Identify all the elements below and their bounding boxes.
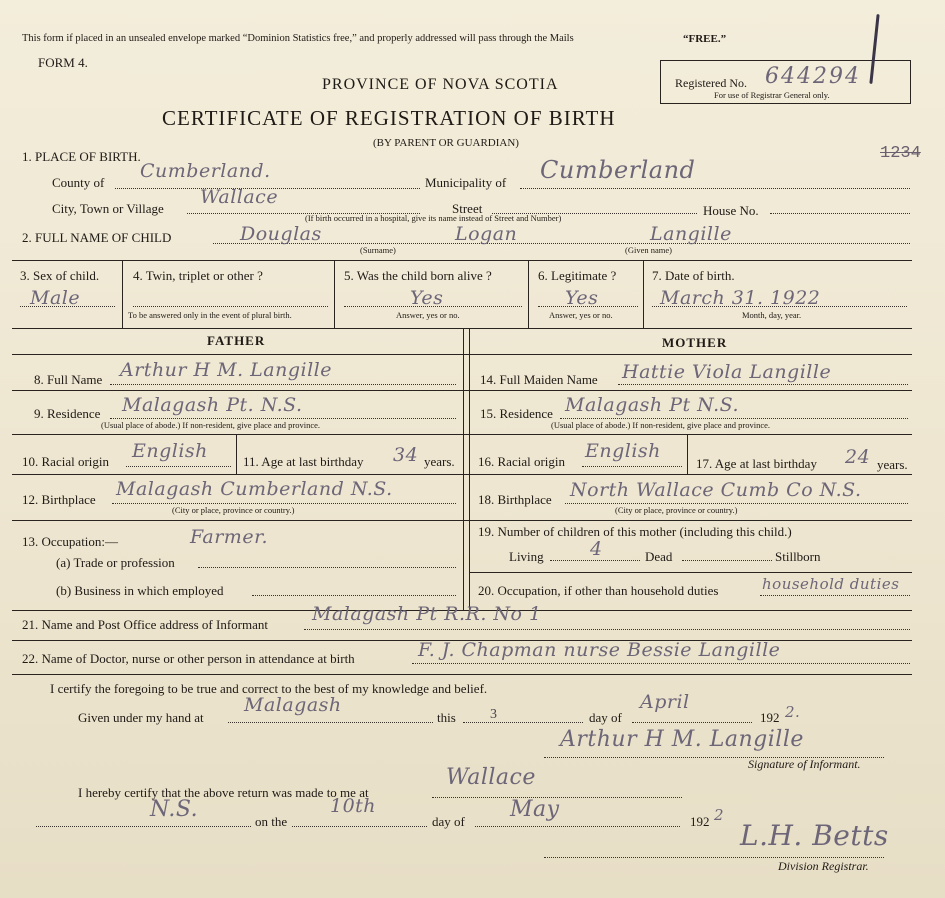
- mother-age-value: 24: [845, 446, 871, 468]
- father-residence-label: 9. Residence: [34, 406, 101, 421]
- informant-signature-label: Signature of Informant.: [748, 757, 861, 771]
- given-under-label: Given under my hand at: [78, 710, 204, 725]
- legitimate-label: 6. Legitimate ?: [538, 268, 617, 283]
- father-years-label: years.: [424, 454, 455, 469]
- father-age-value: 34: [393, 444, 419, 466]
- given-year-suffix: 2.: [785, 703, 801, 721]
- mother-racial-value: English: [585, 440, 661, 462]
- sex-value: Male: [30, 287, 81, 309]
- father-name-value: Arthur H M. Langille: [120, 359, 332, 381]
- child-surname-value: Douglas: [240, 223, 322, 245]
- document-subtitle: (BY PARENT OR GUARDIAN): [373, 137, 519, 149]
- given-day-of-label: day of: [589, 710, 622, 725]
- mother-years-label: years.: [877, 457, 908, 472]
- legitimate-value: Yes: [565, 287, 599, 309]
- date-of-birth-label: 7. Date of birth.: [652, 268, 735, 283]
- father-name-label: 8. Full Name: [34, 372, 103, 387]
- registrar-place-value: Wallace: [446, 765, 536, 790]
- father-birthplace-note: (City or place, province or country.): [172, 505, 295, 515]
- mother-name-label: 14. Full Maiden Name: [480, 372, 598, 387]
- children-count-label: 19. Number of children of this mother (including this child.): [478, 524, 792, 539]
- registrar-year-prefix: 192: [690, 814, 710, 829]
- given-year-prefix: 192: [760, 710, 780, 725]
- father-occupation-value: Farmer.: [190, 526, 269, 548]
- mother-racial-label: 16. Racial origin: [478, 454, 566, 469]
- born-alive-note: Answer, yes or no.: [396, 310, 460, 320]
- mother-occupation-label: 20. Occupation, if other than household duties: [478, 583, 719, 598]
- father-racial-value: English: [132, 440, 208, 462]
- child-middle-value: Logan: [455, 223, 518, 245]
- hospital-note: (If birth occurred in a hospital, give its name instead of Street and Number): [305, 213, 562, 223]
- county-label: County of: [52, 175, 105, 190]
- mother-residence-label: 15. Residence: [480, 406, 553, 421]
- father-birthplace-label: 12. Birthplace: [22, 492, 96, 507]
- form-number: FORM 4.: [38, 55, 88, 70]
- father-birthplace-value: Malagash Cumberland N.S.: [116, 478, 393, 500]
- given-name-note: (Given name): [625, 245, 672, 255]
- mother-birthplace-value: North Wallace Cumb Co N.S.: [570, 479, 862, 501]
- registrar-month-value: May: [510, 797, 560, 822]
- dead-label: Dead: [645, 549, 673, 564]
- date-of-birth-note: Month, day, year.: [742, 310, 802, 320]
- house-label: House No.: [703, 203, 759, 218]
- living-label: Living: [509, 549, 544, 564]
- registrar-day-value: 10th: [330, 795, 377, 817]
- on-the-label: on the: [255, 814, 288, 829]
- informant-label: 21. Name and Post Office address of Informant: [22, 617, 268, 632]
- informant-value: Malagash Pt R.R. No 1: [312, 603, 542, 625]
- informant-signature: Arthur H M. Langille: [560, 727, 804, 752]
- mother-residence-note: (Usual place of abode.) If non-resident, give place and province.: [551, 420, 771, 430]
- place-of-birth-heading: 1. PLACE OF BIRTH.: [22, 149, 141, 164]
- registrar-day-of-label: day of: [432, 814, 465, 829]
- given-place-value: Malagash: [244, 694, 342, 716]
- registrar-note: For use of Registrar General only.: [714, 90, 830, 100]
- mother-residence-value: Malagash Pt N.S.: [565, 394, 739, 416]
- city-label: City, Town or Village: [52, 201, 164, 216]
- registrar-signature: L.H. Betts: [740, 819, 889, 852]
- municipality-label: Municipality of: [425, 175, 507, 190]
- father-racial-label: 10. Racial origin: [22, 454, 110, 469]
- twin-note: To be answered only in the event of plural birth.: [128, 310, 292, 320]
- child-name-label: 2. FULL NAME OF CHILD: [22, 230, 172, 245]
- registrar-statement: I hereby certify that the above return was made to me at: [78, 785, 369, 800]
- surname-note: (Surname): [360, 245, 396, 255]
- this-label: this: [437, 710, 456, 725]
- legitimate-note: Answer, yes or no.: [549, 310, 613, 320]
- county-value: Cumberland.: [140, 160, 271, 182]
- given-month-value: April: [640, 691, 690, 713]
- mother-occupation-value: household duties: [762, 575, 900, 593]
- father-heading: FATHER: [207, 333, 266, 348]
- stillborn-label: Stillborn: [775, 549, 821, 564]
- mailing-notice: This form if placed in an unsealed envelope marked “Dominion Statistics free,” and properly addressed will pass through the Mails: [22, 33, 574, 44]
- registrar-year-suffix: 2: [714, 806, 725, 824]
- registered-label: Registered No.: [675, 76, 747, 90]
- municipality-value: Cumberland: [540, 156, 696, 184]
- child-given-value: Langille: [650, 223, 732, 245]
- twin-label: 4. Twin, triplet or other ?: [133, 268, 263, 283]
- occupation-label: 13. Occupation:—: [22, 534, 119, 549]
- province-heading: PROVINCE OF NOVA SCOTIA: [322, 76, 559, 93]
- registrar-province-value: N.S.: [150, 797, 199, 822]
- doctor-label: 22. Name of Doctor, nurse or other person in attendance at birth: [22, 651, 355, 666]
- living-value: 4: [590, 538, 603, 560]
- free-notice: “FREE.”: [683, 33, 727, 45]
- born-alive-label: 5. Was the child born alive ?: [344, 268, 492, 283]
- business-label: (b) Business in which employed: [56, 583, 224, 598]
- date-of-birth-value: March 31. 1922: [660, 287, 821, 309]
- given-day-value: 3: [490, 707, 497, 722]
- sex-label: 3. Sex of child.: [20, 268, 100, 283]
- father-residence-note: (Usual place of abode.) If non-resident, give place and province.: [101, 420, 321, 430]
- born-alive-value: Yes: [410, 287, 444, 309]
- registered-number: 644294: [765, 64, 861, 89]
- registrar-signature-label: Division Registrar.: [778, 859, 869, 873]
- father-residence-value: Malagash Pt. N.S.: [122, 394, 303, 416]
- doctor-value: F. J. Chapman nurse Bessie Langille: [418, 639, 781, 661]
- certify-statement: I certify the foregoing to be true and correct to the best of my knowledge and belief.: [50, 681, 488, 696]
- stamp-number: 1234: [880, 144, 921, 163]
- father-age-label: 11. Age at last birthday: [243, 454, 364, 469]
- mother-birthplace-label: 18. Birthplace: [478, 492, 552, 507]
- trade-label: (a) Trade or profession: [56, 555, 175, 570]
- city-value: Wallace: [200, 186, 279, 208]
- street-label: Street: [452, 201, 483, 216]
- mother-age-label: 17. Age at last birthday: [696, 456, 817, 471]
- mother-name-value: Hattie Viola Langille: [622, 361, 832, 383]
- mother-heading: MOTHER: [662, 335, 728, 350]
- document-title: CERTIFICATE OF REGISTRATION OF BIRTH: [162, 106, 616, 130]
- mother-birthplace-note: (City or place, province or country.): [615, 505, 738, 515]
